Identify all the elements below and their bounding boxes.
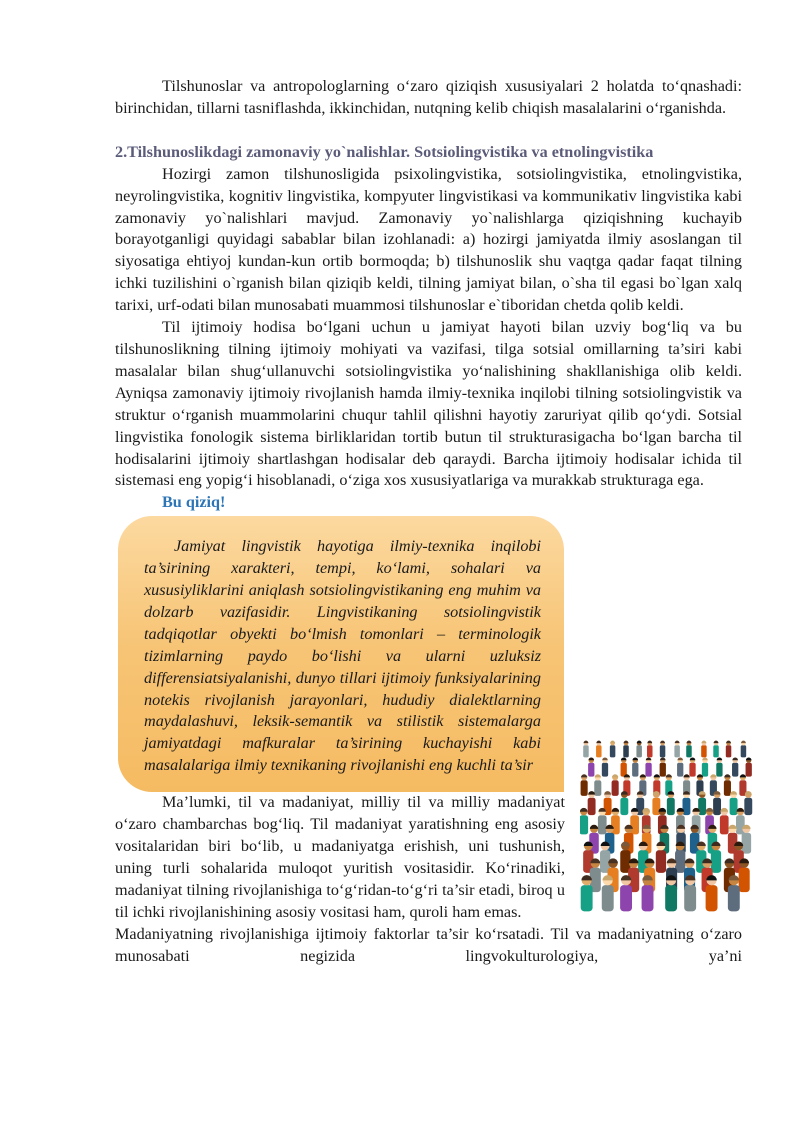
- crowd-person: [623, 741, 629, 758]
- crowd-person: [612, 775, 619, 797]
- intro-paragraph: Tilshunoslar va antropologlarning o‘zaro qiziqish xususiyalari 2 holatda to‘qnashadi: birinchidan, tillarni tasniflashda, ikkinchidan, nutqning kelib chiqish masalalarini o‘rganishda.: [115, 77, 742, 117]
- crowd-person: [741, 741, 747, 758]
- paragraph-2: Til ijtimoiy hodisa bo‘lgani uchun u jamiyat hayoti bilan uzviy bog‘liq va bu tilshunoslikning tilning ijtimoiy mohiyati va vazifasi, tilga sotsial omillarning ta’siri kabi masalalar bilan shug‘ullanuvchi sotsiolingvistika yo‘nalishining shakllanishiga olib keldi. Ayniqsa zamonaviy ijtimoiy rivojlanish hamda ilmiy-texnika inqilobi tilning sotsiolingvistik va struktur o‘rganish muammolarini chuqur tahlil qilishni hayotiy zaruriyat qilib qo‘ydi. Sotsial lingvistika fonologik sistema birliklaridan tortib butun til strukturasigacha bo‘lgan barcha til hodisalarini ijtimoiy shartlashgan hodisalar deb qaraydi. Barcha ijtimoiy hodisalar ichida til sistemasi eng yopig‘i hisoblanadi, o‘ziga xos xususiyatlariga va murakkab strukturaga ega.: [115, 318, 742, 490]
- crowd-person: [656, 842, 666, 873]
- crowd-person: [621, 758, 627, 777]
- crowd-of-people-image: [580, 732, 760, 916]
- crowd-person: [610, 741, 616, 758]
- crowd-person: [686, 741, 692, 758]
- crowd-person: [742, 825, 752, 854]
- paragraph-3: Ma’lumki, til va madaniyat, milliy til va milliy madaniyat o‘zaro chambarchas bog‘liq. Til madaniyat yaratishning eng asosiy vositalaridan biri bo‘lib, u madaniyatga erishish, uni tushunish, uning turli sohalarida muloqot yuritish vositasidir. Ko‘rinadiki, madaniyat tilning rivojlanishiga to‘g‘ridan-to‘g‘ri ta’sir etadi, biroq u til ichki rivojlanishining asosiy vositasi ham, quroli ham emas.: [115, 793, 565, 921]
- crowd-person: [620, 791, 628, 815]
- crowd-person: [675, 842, 685, 873]
- section-heading: 2.Tilshunoslikdagi zamonaviy yo`nalishlar. Sotsiolingvistika va etnolingvistika: [115, 142, 654, 161]
- crowd-person: [620, 842, 630, 873]
- crowd-person: [701, 741, 707, 758]
- crowd-person: [732, 758, 738, 777]
- crowd-person: [645, 758, 651, 777]
- crowd-person: [689, 758, 695, 777]
- crowd-person: [602, 758, 608, 777]
- paragraph-3-continued: Madaniyatning rivojlanishiga ijtimoiy faktorlar ta’sir ko‘rsatadi. Til va madaniyatning o‘zaro munosabati negizida lingvokulturologiya, ya’ni: [115, 924, 742, 965]
- crowd-person: [660, 741, 666, 758]
- crowd-person: [665, 875, 677, 911]
- crowd-person: [594, 775, 601, 797]
- callout-title: Bu qiziq!: [162, 493, 226, 512]
- crowd-person: [620, 875, 632, 911]
- crowd-person: [583, 741, 589, 758]
- crowd-person: [724, 775, 731, 797]
- crowd-person: [711, 842, 721, 873]
- crowd-person: [588, 758, 594, 777]
- crowd-person: [600, 842, 610, 873]
- crowd-person: [677, 758, 683, 777]
- crowd-person: [674, 741, 680, 758]
- crowd-person: [690, 825, 700, 854]
- crowd-person: [667, 791, 675, 815]
- callout-text: Jamiyat lingvistik hayotiga ilmiy-texnika inqilobi ta’sirining xarakteri, tempi, ko‘lami, sohalari va xususiyliklarini aniqlash sotsiolingvistikaning eng muhim va dolzarb vazifasidir. Lingvistikaning sotsiolingvistik tadqiqotlar obyekti bo‘lmish tomonlari – terminologik tizimlarning paydo bo‘lishi va ularni uzluksiz differensiatsiyalanishi, dunyo tillari ijtimoiy funksiyalarining notekis rivojlanish jarayonlari, hududiy dialektlarning maydalashuvi, leksik-semantik va stilistik sistemalarga jamiyatdagi mafkuralar ta’sirining kuchayishi kabi masalalariga ilmiy texnikaning rivojlanishi eng kuchli ta’sir: [144, 537, 541, 775]
- crowd-person: [684, 875, 696, 911]
- crowd-person: [632, 758, 638, 777]
- callout-box: [118, 516, 564, 792]
- crowd-person: [580, 808, 588, 834]
- crowd-person: [647, 741, 653, 758]
- crowd-person: [716, 758, 722, 777]
- crowd-person: [713, 741, 719, 758]
- crowd-person: [713, 791, 721, 815]
- crowd-person: [702, 758, 708, 777]
- crowd-person: [581, 875, 593, 911]
- crowd-person: [739, 859, 750, 893]
- crowd-person: [598, 808, 607, 834]
- crowd-person: [596, 741, 602, 758]
- crowd-person: [728, 875, 740, 911]
- crowd-person: [642, 875, 654, 911]
- callout-section: [115, 516, 742, 802]
- crowd-person: [581, 775, 588, 797]
- crowd-person: [746, 758, 752, 777]
- paragraph-1: Hozirgi zamon tilshunosligida psixolingvistika, sotsiolingvistika, etnolingvistika, neyrolingvistika, kognitiv lingvistika, kompyuter lingvistikasi va kommunikativ lingvistika kabi zamonaviy yo`nalishlari mavjud. Zamonaviy yo`nalishlarga qiziqishning kuchayib borayotganligi quyidagi sabablar bilan izohlanadi: a) hozirgi jamiyatda ilmiy asoslangan til siyosatiga ehtiyoj kundan-kun ortib bormoqda; b) tilshunoslik shu vaqtga qadar faqat tilning ichki tuzilishini o`rganish bilan qiziqib keldi, tilning jamiyat bilan, o`sha til egasi bo`lgan xalq tarixi, urf-odati bilan munosabati muammosi tilshunoslar e`tiboridan chetda qolib keldi.: [115, 164, 742, 315]
- document-page: [115, 76, 742, 967]
- crowd-person: [720, 808, 729, 834]
- crowd-person: [660, 758, 666, 777]
- crowd-person: [706, 875, 718, 911]
- crowd-person: [726, 741, 732, 758]
- crowd-person: [602, 875, 614, 911]
- crowd-person: [730, 791, 738, 815]
- crowd-person: [588, 791, 596, 815]
- crowd-person: [744, 791, 752, 815]
- crowd-person: [636, 741, 642, 758]
